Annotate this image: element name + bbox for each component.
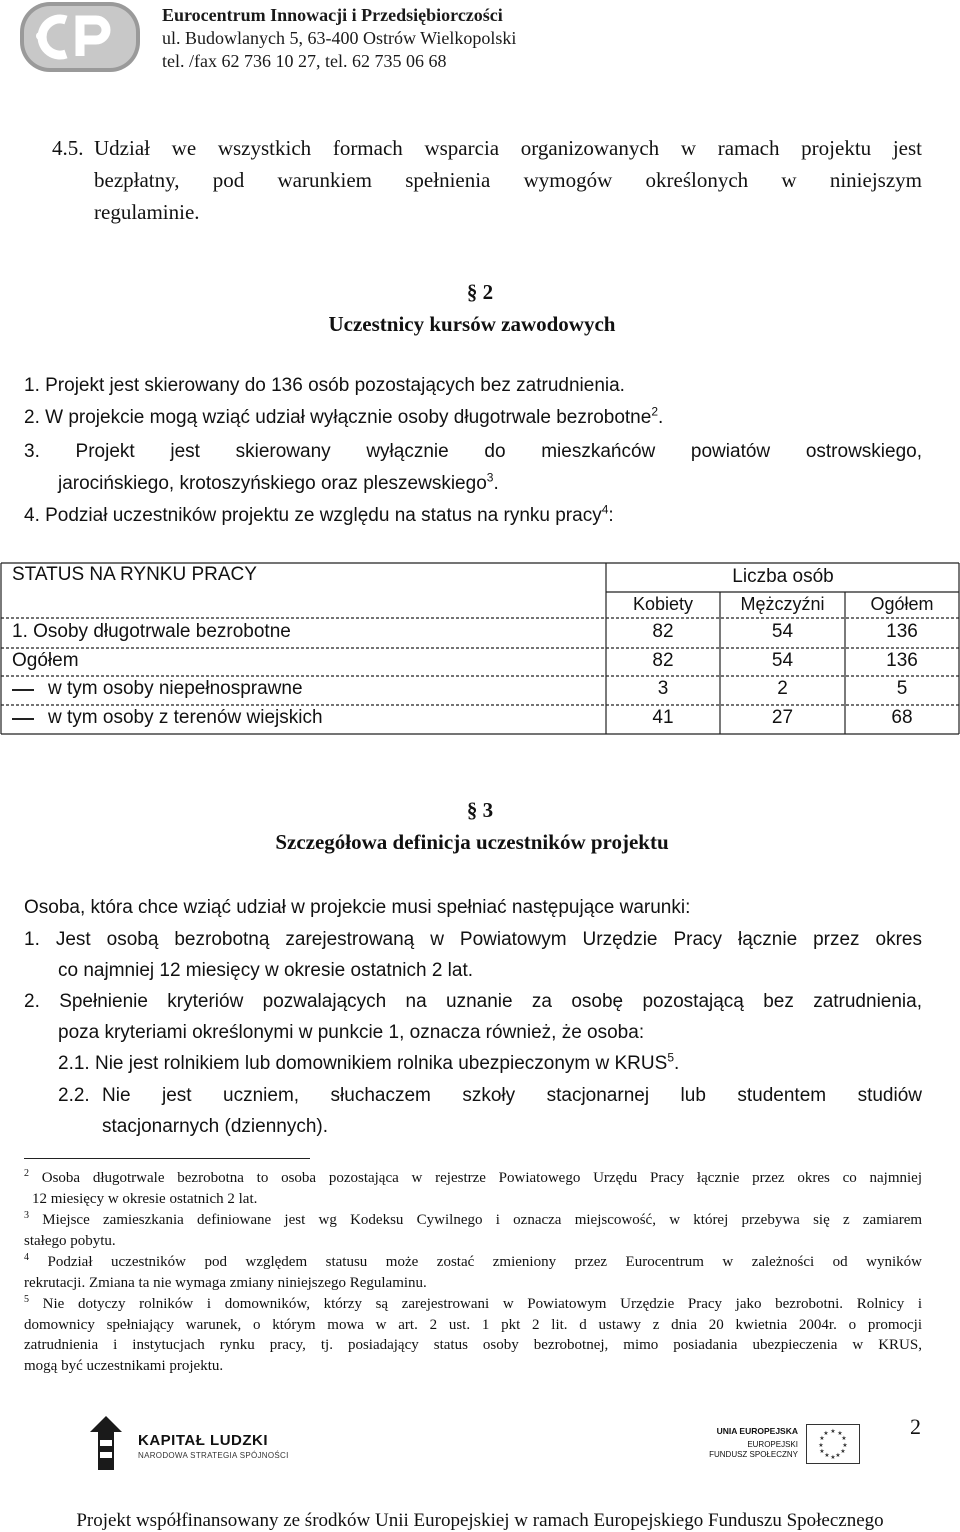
labor-status-table <box>0 562 960 736</box>
kapital-ludzki-logo <box>86 1412 289 1476</box>
row-men: 2 <box>777 678 788 699</box>
section-3-item-2-2-line1: Nie jest uczniem, słuchaczem szkoły stacjonarnej lub studentem studiów <box>102 1085 922 1106</box>
dash-bullet <box>12 718 34 720</box>
footnote-2: $^2$ Osoba długotrwale bezrobotna to osoba pozostająca w rejestrze Powiatowego Urzędu Pracy łącznie przez okres co najmniej 12 miesięcy w okresie ostatnich 2 lat. <box>24 1168 922 1207</box>
svg-text:★: ★ <box>837 1430 843 1437</box>
footnote-separator <box>24 1158 310 1159</box>
row-total: 68 <box>891 707 913 728</box>
row-women: 3 <box>657 678 669 699</box>
section-2-item-4: 4. Podział uczestników projektu ze względu na status na rynku pracy$^4$: <box>24 502 614 526</box>
point-4-5-line2: bezpłatny, pod warunkiem spełnienia wymogów określonych w niniejszym <box>94 168 922 192</box>
row-women: 82 <box>652 621 674 642</box>
kapital-ludzki-title: KAPITAŁ LUDZKI <box>138 1432 269 1449</box>
section-2-title: Uczestnicy kursów zawodowych <box>328 312 616 336</box>
footnote-ref-4[interactable]: 4 <box>601 502 609 517</box>
eu-line2: EUROPEJSKI <box>747 1440 798 1449</box>
svg-text:★: ★ <box>835 1452 841 1459</box>
organization-name: Eurocentrum Innowacji i Przedsiębiorczości <box>162 5 503 25</box>
section-2-symbol: § 2 <box>466 280 494 304</box>
section-2-item-2: 2. W projekcie mogą wziąć udział wyłącznie osoby długotrwale bezrobotne$^2$. <box>24 404 664 428</box>
row-label: 1. Osoby długotrwale bezrobotne <box>12 621 291 642</box>
row-label: w tym osoby z terenów wiejskich <box>48 707 323 728</box>
organization-logo <box>14 0 144 74</box>
section-3-item-1-line1: 1. Jest osobą bezrobotną zarejestrowaną w Powiatowym Urzędzie Pracy łącznie przez okres <box>24 929 922 950</box>
point-4-5-line3: regulaminie. <box>94 200 200 224</box>
kapital-ludzki-icon <box>86 1412 126 1474</box>
footnote-4: $^4$ Podział uczestników pod względem statusu może zostać zmieniony przez Eurocentrum w zależności od wyników rekrutacji. Zmiana ta nie wymaga zmiany niniejszego Regulaminu. <box>24 1252 922 1291</box>
eu-line3: FUNDUSZ SPOŁECZNY <box>709 1450 798 1459</box>
col-total: Ogółem <box>870 594 934 614</box>
logo-graphic <box>14 0 144 74</box>
row-total: 136 <box>886 650 918 671</box>
svg-text:★: ★ <box>824 1452 830 1459</box>
col-women: Kobiety <box>632 594 694 614</box>
page-number: 2 <box>910 1414 921 1439</box>
row-label: w tym osoby niepełnosprawne <box>48 678 303 699</box>
section-3-item-2-2-line2: stacjonarnych (dziennych). <box>102 1116 328 1137</box>
footnote-ref-3[interactable]: 3 <box>486 470 494 485</box>
footnote-5-number: 5 <box>24 1294 29 1305</box>
row-women: 82 <box>652 650 674 671</box>
section-3-symbol: § 3 <box>466 798 494 822</box>
svg-text:★: ★ <box>842 1442 848 1449</box>
row-label: Ogółem <box>12 650 79 671</box>
footnote-5: $^5$ Nie dotyczy rolników i domowników, którzy są zarejestrowani w Powiatowym Urzędzie Pracy jako bezrobotni. Rolnicy i domownicy spełniający warunek, o którym mowa w art. 2 ust. 1 pkt 2 lit. d ustawy z dnia 20 kwietnia 2004r. o promocji zatrudnienia i instytucjach rynku pracy, tj. posiadający status osoby bezrobotnej, mimo posiadania ubezpieczenia w KRUS, mogą być uczestnikami projektu. <box>24 1294 923 1374</box>
header-count: Liczba osób <box>732 566 834 587</box>
svg-text:★: ★ <box>823 1430 829 1437</box>
footnote-3: $^3$ Miejsce zamieszkania definiowane jest wg Kodeksu Cywilnego i oznacza miejscowość, w której przebywa się z zamiarem stałego pobytu. <box>24 1210 923 1249</box>
row-men: 27 <box>771 707 794 728</box>
organization-phone: tel. /fax 62 736 10 27, tel. 62 735 06 68 <box>162 51 447 71</box>
organization-address: ul. Budowlanych 5, 63-400 Ostrów Wielkopolski <box>162 28 517 48</box>
eu-line1: UNIA EUROPEJSKA <box>716 1426 798 1436</box>
svg-text:★: ★ <box>819 1435 825 1442</box>
cofinancing-note: Projekt współfinansowany ze środków Unii Europejskiej w ramach Europejskiego Funduszu Społecznego <box>76 1510 884 1531</box>
row-men: 54 <box>771 621 794 642</box>
svg-text:★: ★ <box>830 1454 836 1461</box>
svg-text:★: ★ <box>841 1435 847 1442</box>
row-total: 136 <box>886 621 918 642</box>
svg-text:★: ★ <box>819 1448 825 1455</box>
footnote-2-number: 2 <box>24 1168 29 1179</box>
section-3-item-2-2-number: 2.2. <box>58 1085 90 1106</box>
row-total: 5 <box>896 678 908 699</box>
kapital-ludzki-subtitle: NARODOWA STRATEGIA SPÓJNOŚCI <box>138 1451 289 1460</box>
section-3-title: Szczegółowa definicja uczestników projektu <box>275 830 669 854</box>
section-2-item-1: 1. Projekt jest skierowany do 136 osób pozostających bez zatrudnienia. <box>24 375 625 396</box>
dash-bullet <box>12 689 34 691</box>
point-4-5-number: 4.5. <box>52 136 84 160</box>
col-men: Mężczyźni <box>740 594 825 614</box>
organization-header <box>162 4 516 73</box>
footnote-3-number: 3 <box>24 1210 29 1221</box>
section-3-item-2-1: 2.1. Nie jest rolnikiem lub domownikiem rolnika ubezpieczonym w KRUS$^5$. <box>58 1050 680 1074</box>
row-women: 41 <box>652 707 674 728</box>
eu-logo <box>700 1424 860 1474</box>
section-3-item-1-line2: co najmniej 12 miesięcy w okresie ostatnich 2 lat. <box>58 960 474 981</box>
section-2-item-3-line2: jarocińskiego, krotoszyńskiego oraz pleszewskiego$^3$. <box>58 470 499 494</box>
section-3-item-2-line2: poza kryteriami określonymi w punkcie 1, oznacza również, że osoba: <box>58 1022 645 1043</box>
section-3-intro: Osoba, która chce wziąć udział w projekcie musi spełniać następujące warunki: <box>24 897 691 918</box>
svg-text:★: ★ <box>840 1448 846 1455</box>
point-4-5-line1: Udział we wszystkich formach wsparcia organizowanych w ramach projektu jest <box>94 136 922 160</box>
row-men: 54 <box>771 650 794 671</box>
eu-flag-icon <box>806 1424 860 1464</box>
footnote-ref-2[interactable]: 2 <box>651 404 659 419</box>
section-2-item-3-line1: 3. Projekt jest skierowany wyłącznie do mieszkańców powiatów ostrowskiego, <box>24 441 922 462</box>
section-3-item-2-line1: 2. Spełnienie kryteriów pozwalających na uznanie za osobę pozostającą bez zatrudnienia, <box>24 991 922 1012</box>
header-status: STATUS NA RYNKU PRACY <box>12 564 257 585</box>
footnote-4-number: 4 <box>24 1252 29 1263</box>
svg-text:★: ★ <box>830 1428 836 1435</box>
svg-text:★: ★ <box>818 1442 824 1449</box>
footnote-ref-5[interactable]: 5 <box>667 1050 674 1065</box>
